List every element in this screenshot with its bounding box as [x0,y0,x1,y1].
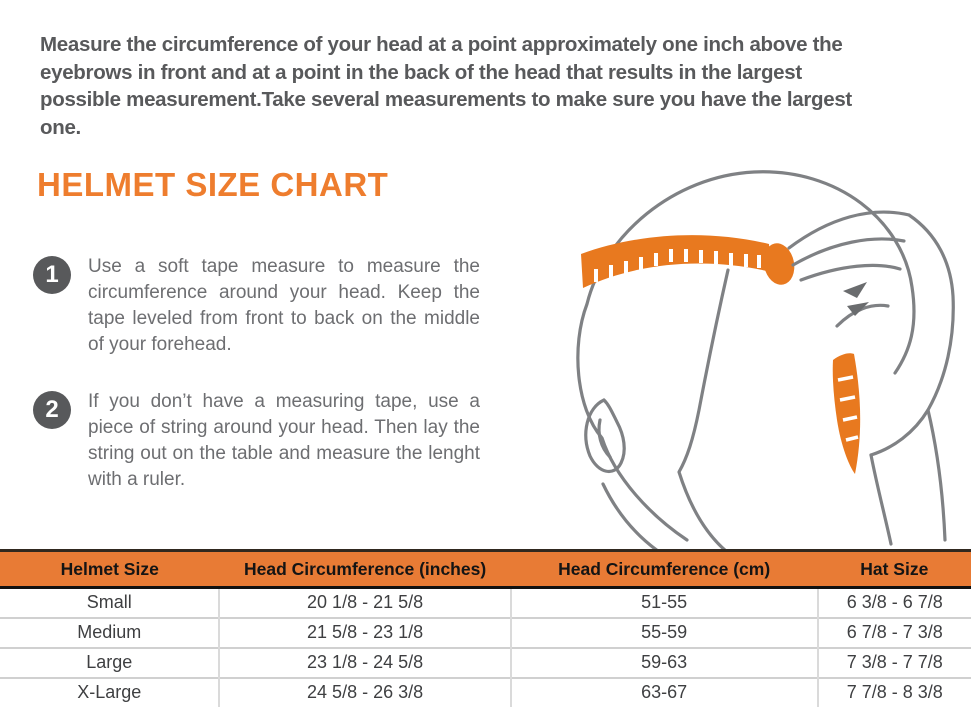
table-cell: 55-59 [511,618,818,648]
table-cell: X-Large [0,678,219,707]
table-row-x-large [0,678,971,707]
tape-band [581,235,798,288]
col-hat-size: Hat Size [818,551,971,588]
table-cell: Medium [0,618,219,648]
finger-shadow [843,282,869,316]
table-header-row [0,551,971,588]
helmet-size-table [0,549,971,707]
table-cell: 59-63 [511,648,818,678]
table-row-medium [0,618,971,648]
measuring-steps [33,254,493,524]
table-cell: 21 5/8 - 23 1/8 [219,618,510,648]
table-cell: 23 1/8 - 24 5/8 [219,648,510,678]
hand [789,212,953,544]
step-2 [33,389,493,493]
table-cell: 7 3/8 - 7 7/8 [818,648,971,678]
table-cell: 24 5/8 - 26 3/8 [219,678,510,707]
step-1-text: Use a soft tape measure to measure the circumference around your head. Keep the tape leveled from front to back on the middle of your forehead. [88,256,480,355]
table-cell: 6 3/8 - 6 7/8 [818,588,971,619]
table-row-small [0,588,971,619]
col-circumference-inches: Head Circumference (inches) [219,551,510,588]
step-1 [33,254,493,358]
head-measuring-tape-illustration [541,148,971,550]
table-cell: Small [0,588,219,619]
col-circumference-cm: Head Circumference (cm) [511,551,818,588]
page-title: HELMET SIZE CHART [37,166,389,203]
circle-number-2-icon: 2 [33,391,71,429]
table-cell: 63-67 [511,678,818,707]
col-helmet-size: Helmet Size [0,551,219,588]
table-cell: 51-55 [511,588,818,619]
circle-number-1-icon: 1 [33,256,71,294]
table-cell: 20 1/8 - 21 5/8 [219,588,510,619]
step-2-text: If you don’t have a measuring tape, use a piece of string around your head. Then lay the string out on the table and measure the lenght with a ruler. [88,391,480,490]
table-cell: 7 7/8 - 8 3/8 [818,678,971,707]
table-cell: Large [0,648,219,678]
table-cell: 6 7/8 - 7 3/8 [818,618,971,648]
table-row-large [0,648,971,678]
tape-tail [833,353,860,474]
intro-paragraph: Measure the circumference of your head at a point approximately one inch above the eyebrows in front and at a point in the back of the head that results in the largest possible measurement.Take several measurements to make sure you have the largest one. [40,33,852,139]
